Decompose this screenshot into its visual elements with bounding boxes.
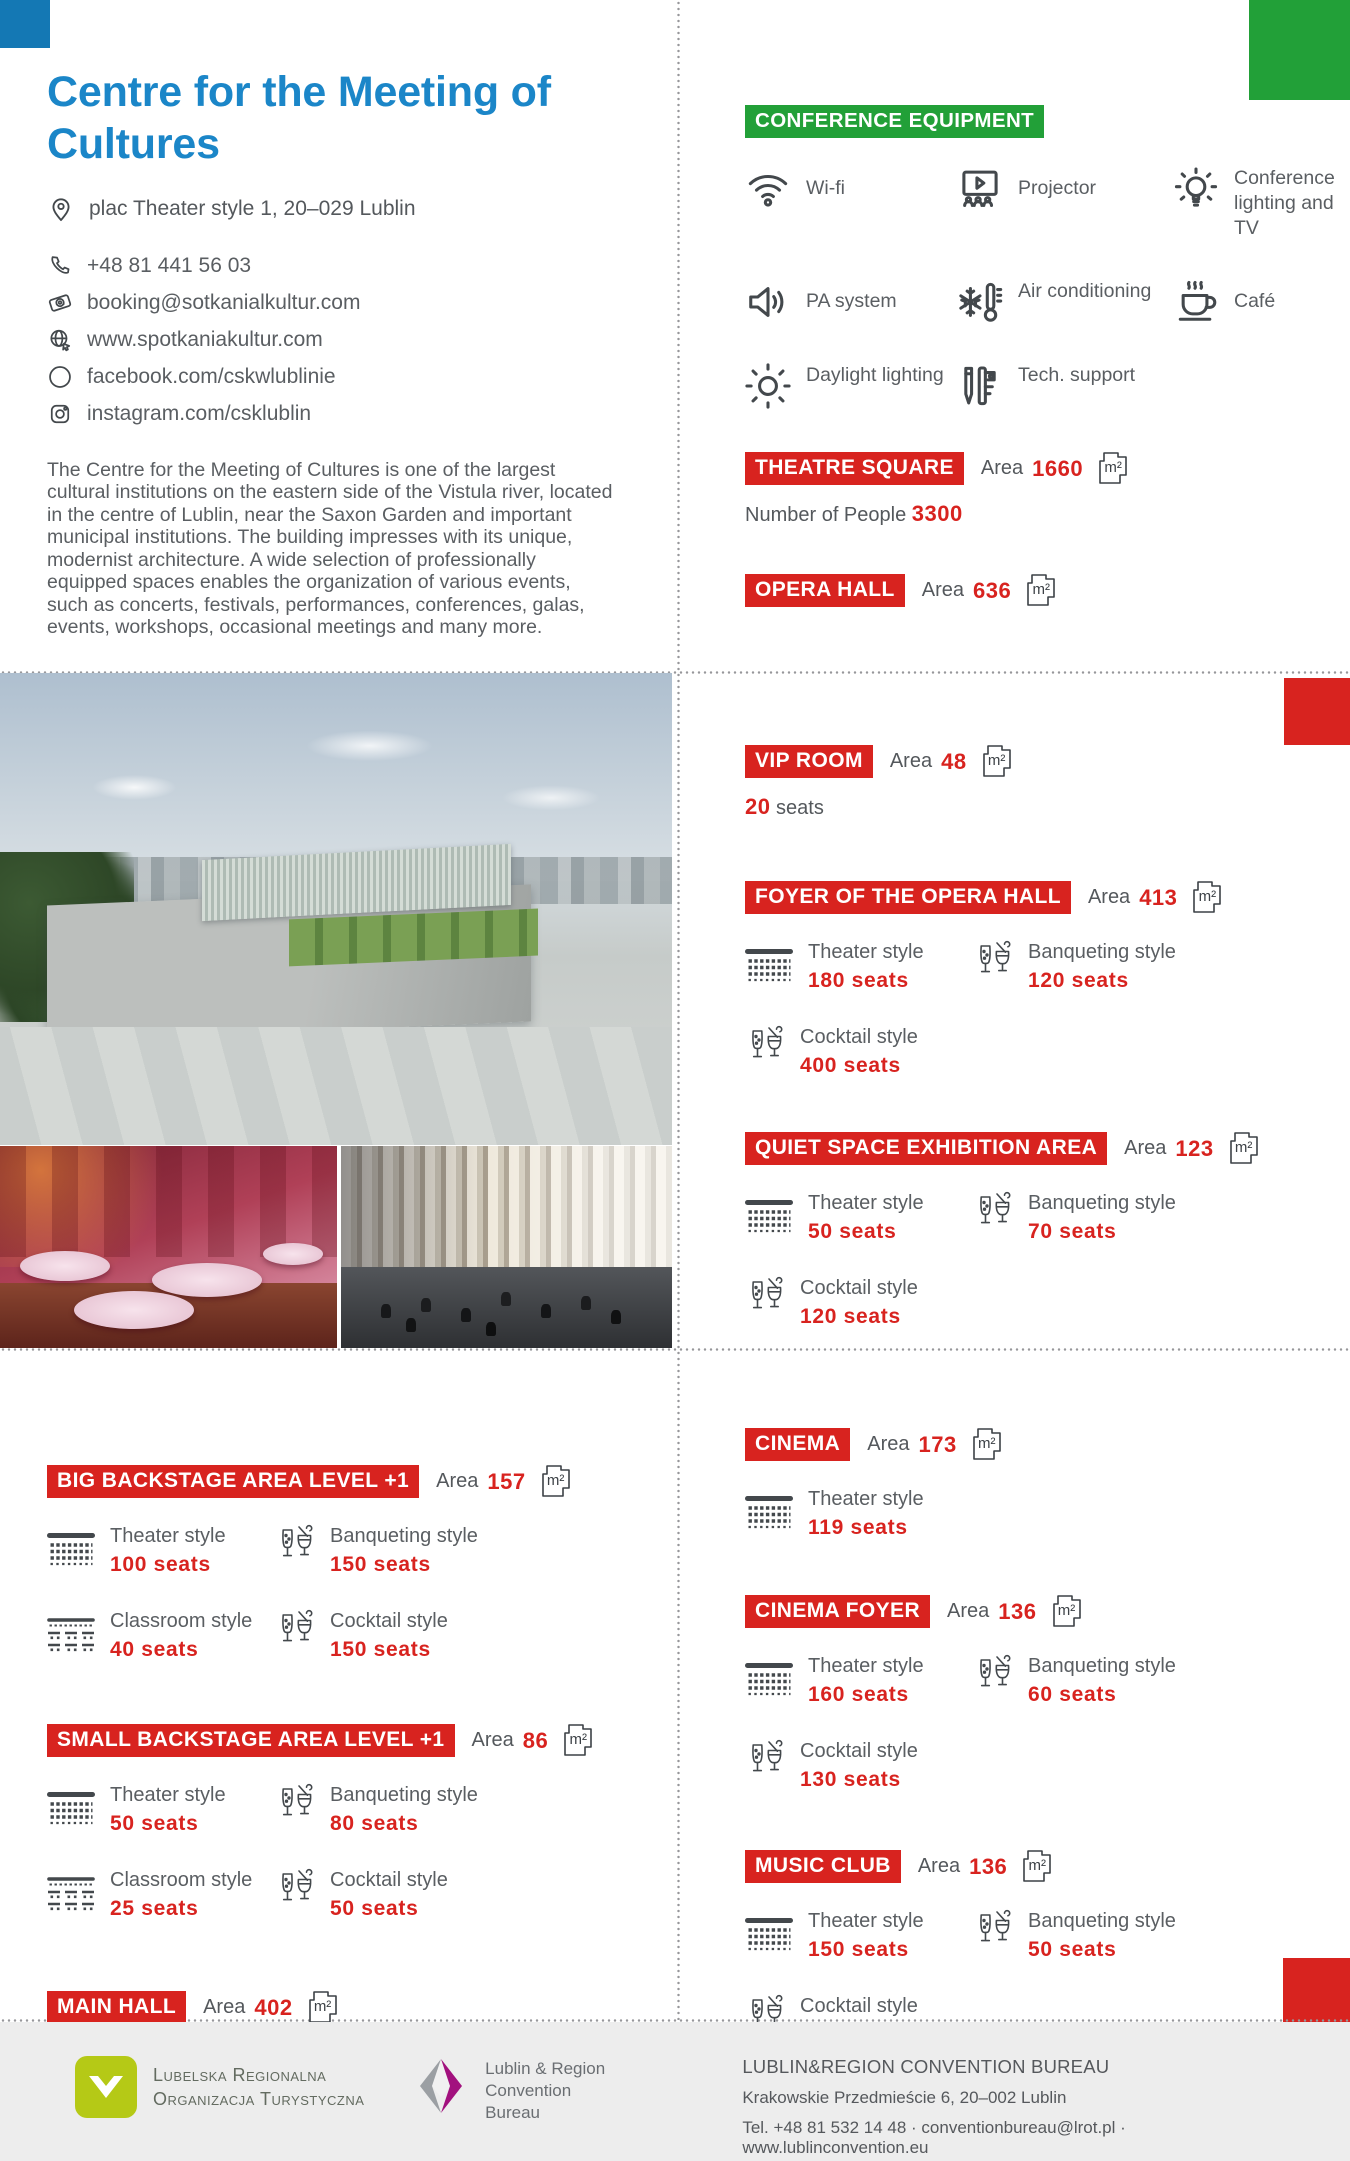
page-title: Centre for the Meeting of Cultures bbox=[47, 68, 551, 169]
square-meter-icon: m² bbox=[980, 742, 1014, 781]
square-meter-icon: m² bbox=[1227, 1129, 1261, 1168]
rooms-middle-section bbox=[745, 742, 1340, 1332]
area-label: Area bbox=[917, 1855, 961, 1877]
room-name-tag: VIP ROOM bbox=[745, 745, 873, 778]
conference-equipment-section bbox=[745, 105, 1340, 610]
layout-theater: Theater style 180 seats bbox=[745, 941, 973, 996]
area-value: 413 bbox=[1139, 884, 1178, 910]
layout-banqueting: Banqueting style 80 seats bbox=[275, 1784, 657, 1839]
classroom-style-icon bbox=[47, 1616, 95, 1654]
equipment-grid bbox=[745, 166, 1340, 409]
venue-address: plac Theater style 1, 20–029 Lublin bbox=[89, 196, 416, 220]
email-icon bbox=[47, 290, 73, 316]
area-label: Area bbox=[947, 1600, 990, 1622]
room-big-backstage bbox=[47, 1462, 657, 1665]
cocktail-style-icon bbox=[275, 1609, 315, 1665]
area-value: 48 bbox=[941, 748, 967, 774]
room-name-tag: QUIET SPACE EXHIBITION AREA bbox=[745, 1132, 1107, 1165]
area-value: 136 bbox=[998, 1598, 1037, 1624]
footer bbox=[0, 2022, 1350, 2161]
lrot-logo-icon bbox=[75, 2056, 137, 2118]
banqueting-style-icon bbox=[973, 1654, 1013, 1710]
room-vip bbox=[745, 742, 1340, 820]
layout-banqueting: Banqueting style 60 seats bbox=[973, 1655, 1340, 1710]
contact-facebook[interactable] bbox=[47, 364, 627, 390]
banqueting-style-icon bbox=[275, 1783, 315, 1839]
theater-style-icon bbox=[745, 1661, 793, 1699]
cafe-icon bbox=[1173, 279, 1219, 325]
cocktail-style-icon bbox=[745, 1025, 785, 1081]
room-foyer-opera-hall bbox=[745, 878, 1340, 1081]
rooms-bottom-right-section bbox=[745, 1425, 1340, 2050]
area-value: 136 bbox=[969, 1853, 1008, 1879]
layout-classroom: Classroom style 40 seats bbox=[47, 1610, 275, 1665]
theater-style-icon bbox=[745, 1916, 793, 1954]
lrcb-diamond-icon bbox=[411, 2056, 471, 2116]
area-label: Area bbox=[921, 579, 964, 601]
conference-lighting-icon bbox=[1173, 166, 1219, 212]
layout-cocktail: Cocktail style 120 seats bbox=[745, 1277, 973, 1332]
banqueting-style-icon bbox=[973, 1191, 1013, 1247]
area-label: Area bbox=[867, 1433, 910, 1455]
room-cinema bbox=[745, 1425, 1340, 1540]
photo-foyer-cocktail bbox=[341, 1146, 672, 1348]
air-conditioning-icon bbox=[957, 279, 1003, 325]
room-music-club bbox=[745, 1847, 1340, 2050]
theater-style-icon bbox=[47, 1790, 95, 1828]
corner-accent-green bbox=[1249, 0, 1350, 100]
square-meter-icon: m² bbox=[539, 1462, 573, 1501]
projector-icon bbox=[957, 166, 1003, 212]
theater-style-icon bbox=[47, 1531, 95, 1569]
bureau-contact-line[interactable]: Tel. +48 81 532 14 48 · conventionbureau@lrot.pl · www.lublinconvention.eu bbox=[742, 2118, 1126, 2157]
area-label: Area bbox=[889, 750, 933, 772]
people-label: Number of People bbox=[745, 504, 907, 526]
area-value: 86 bbox=[522, 1727, 549, 1753]
square-meter-icon: m² bbox=[1020, 1847, 1054, 1886]
theater-style-icon bbox=[745, 1198, 793, 1236]
equipment-item-wifi: Wi-fi bbox=[745, 166, 957, 241]
classroom-style-icon bbox=[47, 1875, 95, 1913]
bureau-contact-block bbox=[742, 2056, 1310, 2158]
seats-value: 20 bbox=[745, 794, 771, 819]
contact-instagram[interactable] bbox=[47, 401, 627, 427]
layout-theater: Theater style 150 seats bbox=[745, 1910, 973, 1965]
area-value: 636 bbox=[972, 577, 1012, 603]
photo-banquet-hall bbox=[0, 1146, 337, 1348]
square-meter-icon: m² bbox=[1096, 449, 1130, 488]
daylight-lighting-icon bbox=[745, 363, 791, 409]
banqueting-style-icon bbox=[973, 940, 1013, 996]
layout-cocktail: Cocktail style 130 seats bbox=[745, 1740, 973, 1795]
area-value: 157 bbox=[487, 1468, 526, 1494]
square-meter-icon: m² bbox=[561, 1721, 595, 1760]
area-label: Area bbox=[436, 1470, 479, 1492]
room-cinema-foyer bbox=[745, 1592, 1340, 1795]
layout-cocktail: Cocktail style 50 seats bbox=[275, 1869, 657, 1924]
divider-vertical bbox=[677, 0, 680, 2020]
phone-number: +48 81 441 56 03 bbox=[87, 253, 252, 277]
room-name-tag: SMALL BACKSTAGE AREA LEVEL +1 bbox=[47, 1724, 455, 1757]
instagram-url[interactable]: instagram.com/csklublin bbox=[87, 401, 312, 425]
equipment-item-daylight: Daylight lighting bbox=[745, 363, 957, 409]
area-label: Area bbox=[1124, 1137, 1167, 1159]
cocktail-style-icon bbox=[745, 1276, 785, 1332]
area-value: 402 bbox=[254, 1994, 293, 2020]
area-value: 123 bbox=[1175, 1135, 1214, 1161]
equipment-item-tech-support: Tech. support bbox=[957, 363, 1173, 409]
layout-theater: Theater style 50 seats bbox=[47, 1784, 275, 1839]
facebook-icon bbox=[47, 364, 73, 390]
wifi-icon bbox=[745, 166, 791, 212]
corner-accent-blue bbox=[0, 0, 50, 48]
facebook-url[interactable]: facebook.com/cskwlublinie bbox=[87, 364, 336, 388]
venue-description: The Centre for the Meeting of Cultures is one of the largest cultural institutions on the eastern side of the Vistula river, located in the centre of Lublin, near the Saxon Garden and important municipal institutions. The building impresses with its unique, modernist architecture. A wide selection of professionally equipped spaces enables the organization of various events, such as concerts, festivals, performances, conferences, galas, events, workshops, occasional meetings and many more. bbox=[47, 458, 613, 639]
area-value: 173 bbox=[918, 1431, 957, 1457]
cocktail-style-icon bbox=[745, 1739, 785, 1795]
banqueting-style-icon bbox=[973, 1909, 1013, 1965]
theater-style-icon bbox=[745, 1494, 793, 1532]
edge-accent-red-middle bbox=[1284, 678, 1350, 745]
equipment-item-cafe: Café bbox=[1173, 279, 1340, 325]
lrcb-logo-block bbox=[411, 2056, 737, 2124]
room-name-tag: CINEMA bbox=[745, 1428, 850, 1461]
room-small-backstage bbox=[47, 1721, 657, 1924]
bureau-title: LUBLIN&REGION CONVENTION BUREAU bbox=[742, 2056, 1110, 2077]
square-meter-icon: m² bbox=[1024, 571, 1058, 610]
square-meter-icon: m² bbox=[970, 1425, 1004, 1464]
divider-below-photos bbox=[0, 1348, 1350, 1351]
photo-aerial-building bbox=[0, 673, 672, 1145]
square-meter-icon: m² bbox=[1190, 878, 1224, 917]
room-name-tag: BIG BACKSTAGE AREA LEVEL +1 bbox=[47, 1465, 419, 1498]
equipment-item-pa-system: PA system bbox=[745, 279, 957, 325]
layout-cocktail: Cocktail style bbox=[745, 1995, 973, 2050]
room-name-tag: OPERA HALL bbox=[745, 574, 905, 607]
rooms-bottom-left-section bbox=[47, 1462, 657, 2027]
layout-banqueting: Banqueting style 150 seats bbox=[275, 1525, 657, 1580]
contact-website[interactable] bbox=[47, 327, 627, 353]
layout-cocktail: Cocktail style 150 seats bbox=[275, 1610, 657, 1665]
layout-theater: Theater style 50 seats bbox=[745, 1192, 973, 1247]
equipment-item-air-conditioning: Air conditioning bbox=[957, 279, 1173, 325]
venue-header bbox=[47, 66, 627, 773]
lrcb-logo-text: Lublin & Region Convention Bureau bbox=[485, 2059, 606, 2122]
room-theatre-square bbox=[745, 449, 1340, 527]
phone-icon bbox=[47, 253, 73, 279]
layout-banqueting: Banqueting style 50 seats bbox=[973, 1910, 1340, 1965]
room-name-tag: MAIN HALL bbox=[47, 1991, 186, 2024]
layout-theater: Theater style 160 seats bbox=[745, 1655, 973, 1710]
bureau-address: Krakowskie Przedmieście 6, 20–002 Lublin bbox=[742, 2088, 1067, 2107]
layout-banqueting: Banqueting style 120 seats bbox=[973, 941, 1340, 996]
layout-cocktail: Cocktail style 400 seats bbox=[745, 1026, 973, 1081]
tech-support-icon bbox=[957, 363, 1003, 409]
room-quiet-space bbox=[745, 1129, 1340, 1332]
square-meter-icon: m² bbox=[1050, 1592, 1084, 1631]
area-label: Area bbox=[1087, 886, 1131, 908]
email-address[interactable]: booking@sotkanialkultur.com bbox=[87, 290, 361, 314]
lrot-logo-block bbox=[75, 2056, 401, 2118]
room-name-tag: THEATRE SQUARE bbox=[745, 452, 964, 485]
equipment-item-conference-lighting: Conference lighting and TV bbox=[1173, 166, 1340, 241]
contact-email[interactable] bbox=[47, 290, 627, 316]
pa-system-icon bbox=[745, 279, 791, 325]
contact-list bbox=[47, 253, 627, 427]
cocktail-style-icon bbox=[275, 1868, 315, 1924]
website-icon bbox=[47, 327, 73, 353]
seats-word: seats bbox=[776, 797, 824, 819]
lrot-logo-text: Lubelska Regionalna Organizacja Turystyczna bbox=[153, 2065, 365, 2109]
layout-classroom: Classroom style 25 seats bbox=[47, 1869, 275, 1924]
layout-theater: Theater style 100 seats bbox=[47, 1525, 275, 1580]
room-name-tag: CINEMA FOYER bbox=[745, 1595, 930, 1628]
layout-banqueting: Banqueting style 70 seats bbox=[973, 1192, 1340, 1247]
website-url[interactable]: www.spotkaniakultur.com bbox=[87, 327, 323, 351]
location-pin-icon bbox=[47, 195, 75, 223]
square-meter-icon: m² bbox=[306, 1988, 340, 2027]
area-value: 1660 bbox=[1032, 455, 1084, 481]
room-name-tag: MUSIC CLUB bbox=[745, 1850, 901, 1883]
banqueting-style-icon bbox=[275, 1524, 315, 1580]
contact-phone bbox=[47, 253, 627, 279]
room-opera-hall bbox=[745, 571, 1340, 610]
room-name-tag: FOYER OF THE OPERA HALL bbox=[745, 881, 1071, 914]
theater-style-icon bbox=[745, 947, 793, 985]
people-value: 3300 bbox=[911, 501, 963, 526]
area-label: Area bbox=[471, 1729, 514, 1751]
area-label: Area bbox=[203, 1996, 246, 2018]
instagram-icon bbox=[47, 401, 73, 427]
area-label: Area bbox=[980, 457, 1024, 479]
layout-theater: Theater style 119 seats bbox=[745, 1488, 973, 1540]
equipment-item-projector: Projector bbox=[957, 166, 1173, 241]
section-tag-conference-equipment: CONFERENCE EQUIPMENT bbox=[745, 105, 1044, 138]
